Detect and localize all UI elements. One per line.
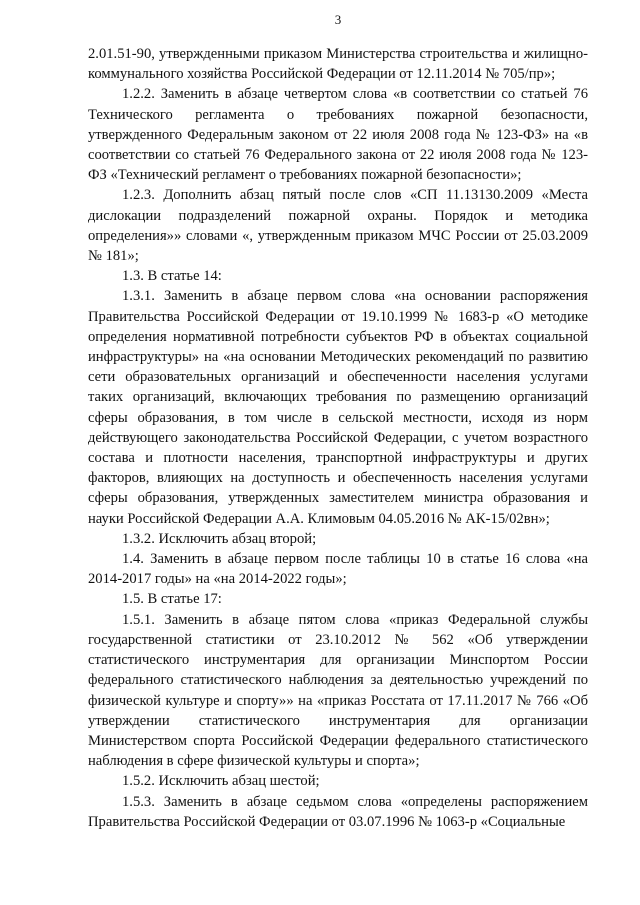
paragraph-1-3: 1.3. В статье 14: [122,268,222,285]
paragraph-1-3-1: 1.3.1. Заменить в абзаце первом слова «на основании распоряжения Правительства Российской Федерации от 19.10.1999 № 1683-р «О методике определения нормативной потребности субъектов РФ в объектах социальной инфраструктуры» на «на основании Методических рекомендаций по развитию сети образовательных организаций и обеспеченности населения услугами таких организаций, включающих требования по размещению организаций сферы образования, в том числе в сельской местности, исходя из норм действующего законодательства Российской Федерации, с учетом возрастного состава и плотности населения, транспортной инфраструктуры и других факторов, влияющих на доступность и обеспеченность населения услугами сферы образования, утвержденных заместителем министра образования и науки Российской Федерации А.А. Климовым 04.05.2016 № АК-15/02вн»; [88,288,588,527]
paragraph-1-5-2: 1.5.2. Исключить абзац шестой; [122,773,320,790]
document-body [88,44,588,832]
paragraph-1-5-3: 1.5.3. Заменить в абзаце седьмом слова «определены распоряжением Правительства Российской Федерации от 03.07.1996 № 1063-р «Социальные [88,793,588,830]
paragraph-continuation: 2.01.51-90, утвержденными приказом Министерства строительства и жилищно-коммунального хозяйства Российской Федерации от 12.11.2014 № 705/пр»; [88,46,588,83]
paragraph-1-2-2: 1.2.2. Заменить в абзаце четвертом слова «в соответствии со статьей 76 Технического регламента о требованиях пожарной безопасности, утвержденного Федеральным законом от 22 июля 2008 года № 123-ФЗ» на «в соответствии со статьей 76 Федерального закона от 22 июля 2008 года № 123-ФЗ «Технический регламент о требованиях пожарной безопасности»; [88,86,588,184]
paragraph-1-4: 1.4. Заменить в абзаце первом после таблицы 10 в статье 16 слова «на 2014-2017 годы» на «на 2014-2022 годы»; [88,551,588,588]
page-number: 3 [334,12,342,27]
paragraph-1-3-2: 1.3.2. Исключить абзац второй; [122,530,317,547]
paragraph-1-5: 1.5. В статье 17: [122,591,222,608]
paragraph-1-5-1: 1.5.1. Заменить в абзаце пятом слова «приказ Федеральной службы государственной статистики от 23.10.2012 № 562 «Об утверждении статистического инструментария для организации Минспортом России федерального статистического наблюдения за деятельностью учреждений по физической культуре и спорту»» на «приказ Росстата от 17.11.2017 № 766 «Об утверждении статистического инструментария для организации Министерством спорта Российской Федерации федерального статистического наблюдения в сфере физической культуры и спорта»; [88,611,588,770]
paragraph-1-2-3: 1.2.3. Дополнить абзац пятый после слов «СП 11.13130.2009 «Места дислокации подразделений пожарной охраны. Порядок и методика определения»» словами «, утвержденным приказом МЧС России от 25.03.2009 № 181»; [88,187,588,265]
